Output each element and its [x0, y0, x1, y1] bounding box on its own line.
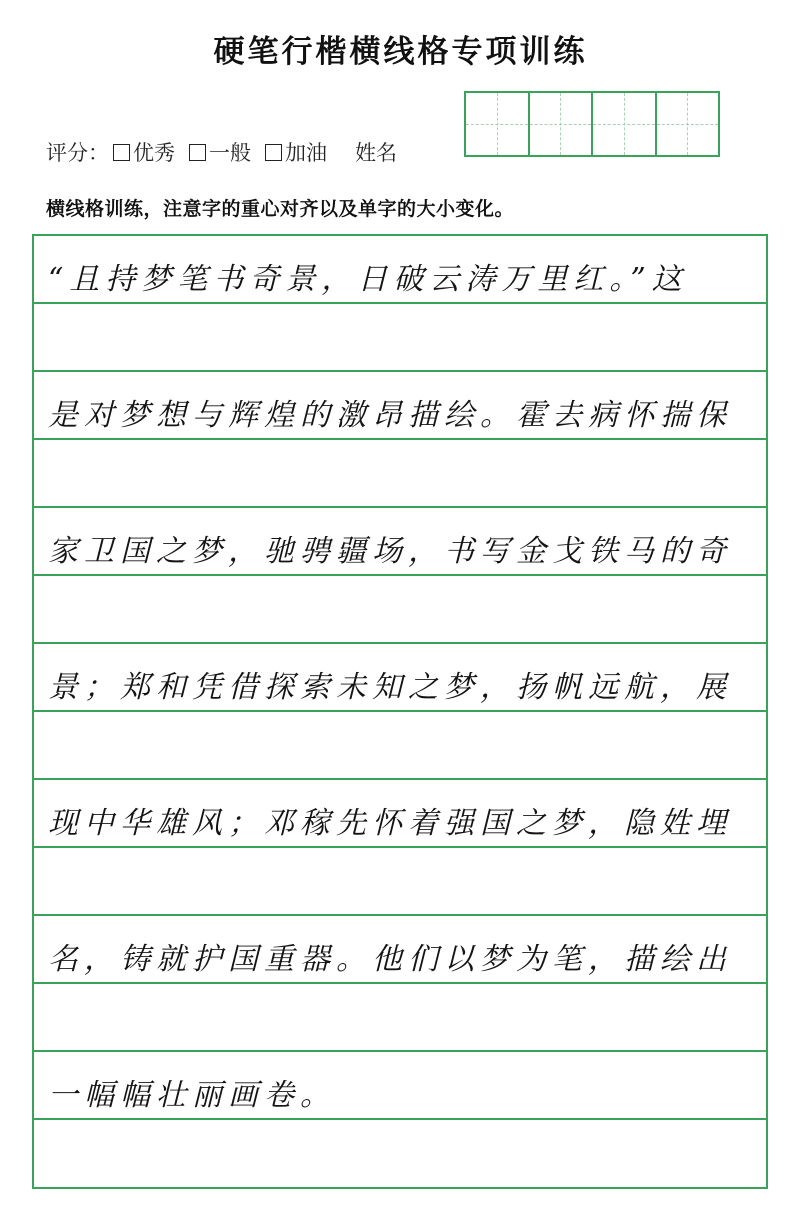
score-row	[46, 138, 397, 166]
name-cell[interactable]	[593, 93, 657, 155]
line-text: 景；郑和凭借探索未知之梦，扬帆远航，展	[48, 670, 732, 705]
option-label: 加油	[285, 141, 327, 165]
line-text: 名，铸就护国重器。他们以梦为笔，描绘出	[48, 942, 732, 977]
practice-line[interactable]	[34, 984, 766, 1052]
text-line	[34, 780, 766, 848]
score-label: 评分：	[46, 141, 109, 165]
lined-writing-area	[32, 234, 768, 1189]
name-writing-grid[interactable]	[464, 91, 720, 157]
line-text: 家卫国之梦，驰骋疆场，书写金戈铁马的奇	[48, 534, 732, 569]
practice-line[interactable]	[34, 440, 766, 508]
worksheet-title: 硬笔行楷横线格专项训练	[213, 34, 588, 70]
practice-line[interactable]	[34, 576, 766, 644]
line-text: 是对梦想与辉煌的激昂描绘。霍去病怀揣保	[48, 398, 732, 433]
text-line	[34, 236, 766, 304]
text-line	[34, 1052, 766, 1120]
option-excellent[interactable]	[113, 137, 175, 167]
text-line	[34, 508, 766, 576]
instruction-text: 横线格训练，注意字的重心对齐以及单字的大小变化。	[46, 198, 515, 220]
name-cell[interactable]	[657, 93, 719, 155]
name-label: 姓名	[355, 141, 397, 165]
practice-line[interactable]	[34, 304, 766, 372]
name-cell[interactable]	[530, 93, 594, 155]
line-text: 现中华雄风；邓稼先怀着强国之梦，隐姓埋	[48, 806, 732, 841]
text-line	[34, 372, 766, 440]
line-text: 一幅幅壮丽画卷。	[48, 1078, 336, 1113]
text-line	[34, 916, 766, 984]
checkbox-icon[interactable]	[113, 144, 130, 161]
practice-line[interactable]	[34, 712, 766, 780]
option-label: 一般	[209, 141, 251, 165]
option-label: 优秀	[133, 141, 175, 165]
practice-line[interactable]	[34, 1120, 766, 1187]
practice-line[interactable]	[34, 848, 766, 916]
text-line	[34, 644, 766, 712]
checkbox-icon[interactable]	[265, 144, 282, 161]
option-average[interactable]	[189, 137, 251, 167]
name-cell[interactable]	[466, 93, 530, 155]
line-text: “且持梦笔书奇景，日破云涛万里红。”这	[48, 262, 688, 297]
option-keep-going[interactable]	[265, 137, 327, 167]
checkbox-icon[interactable]	[189, 144, 206, 161]
